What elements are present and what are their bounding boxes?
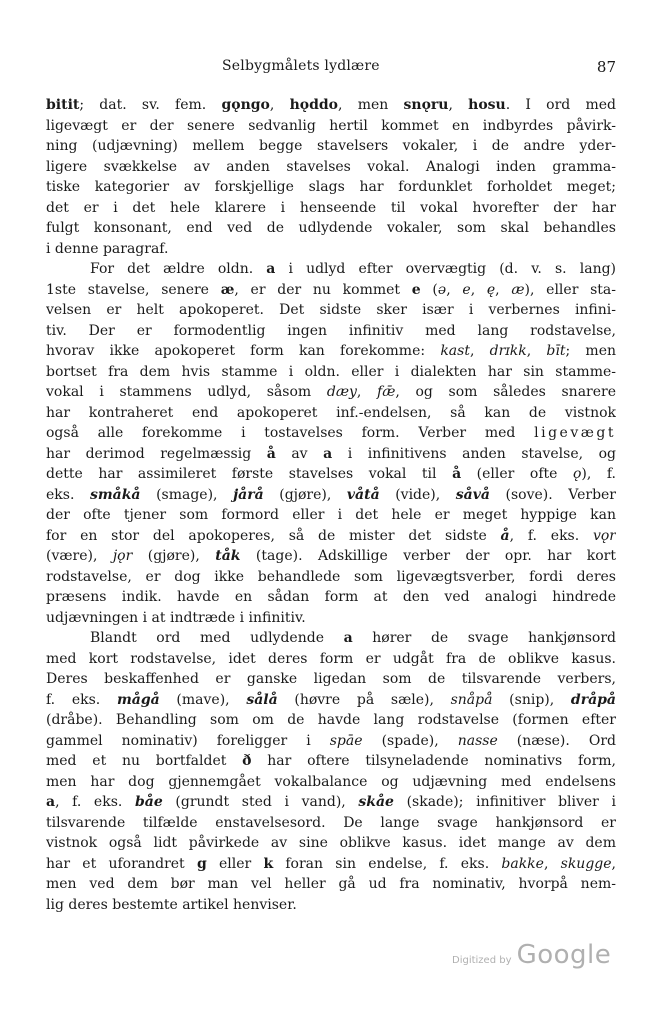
text-line: med et nu bortfaldet ð har oftere tilsyneladende nominativs form, bbox=[46, 753, 616, 769]
text-line: tiv. Der er formodentlig ingen infinitiv med lang rodstavelse, bbox=[46, 322, 616, 339]
digitized-watermark bbox=[452, 940, 611, 970]
text-line: Deres beskaffenhed er ganske ligedan som de tilsvarende verbers, bbox=[46, 671, 616, 687]
text-line: fulgt konsonant, end ved de udlydende vokaler, som skal behandles bbox=[46, 220, 616, 236]
text-line: tiske kategorier av forskjellige slags har fordunklet forholdet meget; bbox=[46, 179, 616, 195]
text-line: dette har assimileret første stavelses vokal til å (eller ofte ǫ), f. bbox=[46, 466, 616, 482]
text-line: vistnok også lidt påvirkede av sine oblikve kasus. idet mange av dem bbox=[46, 835, 616, 851]
text-line: vokal i stammens udlyd, såsom dæy, fǣ, og som således snarere bbox=[46, 384, 616, 400]
paragraph-start-line: For det ældre oldn. a i udlyd efter overvægtig (d. v. s. lang) bbox=[90, 261, 616, 277]
text-line: eks. småkå (smage), jårå (gjøre), våtå (vide), såvå (sove). Verber bbox=[46, 486, 616, 503]
paragraph-start-line: Blandt ord med udlydende a hører de svage hankjønsord bbox=[90, 630, 616, 646]
text-line: præsens indik. havde en sådan form at den ved analogi hindrede bbox=[46, 589, 616, 605]
text-line: tilsvarende tilfælde enstavelsesord. De lange svage hankjønsord er bbox=[46, 814, 616, 831]
text-line: udjævningen i at indtræde i infinitiv. bbox=[46, 609, 306, 626]
text-line: lig deres bestemte artikel henviser. bbox=[46, 896, 297, 913]
google-logo: Google bbox=[516, 940, 612, 970]
text-line: ligevægt er der senere sedvanlig hertil kommet en indbyrdes påvirk- bbox=[46, 117, 616, 134]
text-line: rodstavelse, er dog ikke behandlede som ligevægtsverber, fordi deres bbox=[46, 568, 616, 585]
text-line: gammel nominativ) foreligger i spāe (spade), nasse (næse). Ord bbox=[46, 732, 616, 749]
text-line: hvorav ikke apokoperet form kan forekomme: kast, drɪkk, bīt; men bbox=[46, 343, 616, 359]
text-line: i denne paragraf. bbox=[46, 240, 169, 257]
text-line: (være), jǫr (gjøre), tåk (tage). Adskillige verber der opr. har kort bbox=[46, 548, 616, 564]
text-line: har kontraheret end apokoperet inf.-endelsen, så kan de vistnok bbox=[46, 404, 616, 421]
text-line: (dråbe). Behandling som om de havde lang rodstavelse (formen efter bbox=[46, 712, 616, 728]
page-number: 87 bbox=[596, 58, 616, 76]
page-header bbox=[46, 58, 616, 82]
text-line: det er i det hele klarere i henseende til vokal hvorefter der har bbox=[46, 199, 616, 216]
text-line: men har dog gjennemgået vokalbalance og udjævning med endelsens bbox=[46, 773, 616, 790]
watermark-prefix: Digitized by bbox=[452, 955, 512, 966]
running-title: Selbygmålets lydlære bbox=[222, 58, 380, 74]
text-line: bortset fra dem hvis stamme i oldn. eller i dialekten har sin stamme- bbox=[46, 363, 616, 380]
text-line: 1ste stavelse, senere æ, er der nu kommet e (ə, e, ę, æ), eller sta- bbox=[46, 281, 616, 298]
text-line: bitit; dat. sv. fem. gǫngo, hǫddo, men snǫru, hosu. I ord med bbox=[46, 97, 616, 113]
text-line: men ved dem bør man vel heller gå ud fra nominativ, hvorpå nem- bbox=[46, 876, 616, 892]
text-line: også alle forekomme i tostavelses form. Verber med ligevægt bbox=[46, 425, 616, 441]
text-line: har derimod regelmæssig å av a i infinitivens anden stavelse, og bbox=[46, 445, 616, 462]
text-line: ning (udjævning) mellem begge stavelsers vokaler, i de andre yder- bbox=[46, 138, 616, 154]
text-line: f. eks. mågå (mave), sålå (høvre på sæle), snåpå (snip), dråpå bbox=[46, 691, 616, 708]
text-line: med kort rodstavelse, idet deres form er udgåt fra de oblikve kasus. bbox=[46, 650, 616, 667]
text-line: der ofte tjener som formord eller i det hele er meget hyppige kan bbox=[46, 507, 616, 523]
body-text bbox=[46, 95, 616, 915]
text-line: har et uforandret g eller k foran sin endelse, f. eks. bakke, skugge, bbox=[46, 855, 616, 872]
text-line: ligere svækkelse av anden stavelses vokal. Analogi inden gramma- bbox=[46, 158, 616, 175]
text-line: velsen er helt apokoperet. Det sidste sker især i verbernes infini- bbox=[46, 302, 616, 318]
text-line: a, f. eks. båe (grundt sted i vand), skåe (skade); infinitiver bliver i bbox=[46, 794, 616, 810]
text-line: for en stor del apokoperes, så de mister det sidste å, f. eks. vǫr bbox=[46, 527, 616, 544]
